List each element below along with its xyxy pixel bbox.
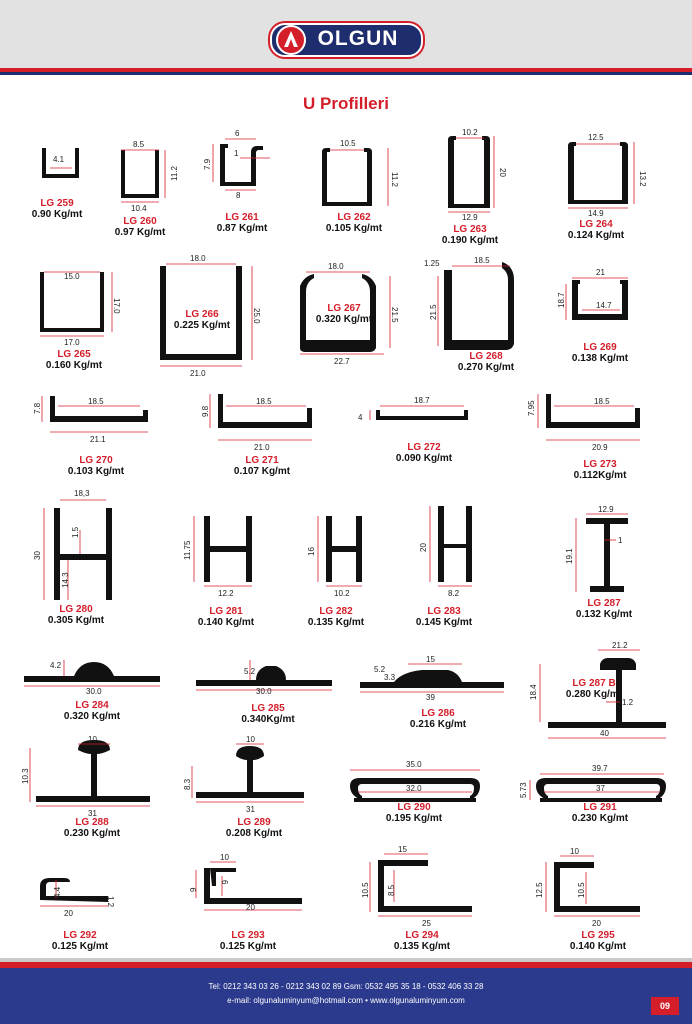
dimension-label: 14.7: [596, 301, 612, 310]
profile-lg268: [424, 256, 514, 350]
label-lg282: LG 282 0.135 Kg/mt: [307, 606, 365, 628]
profile-shape: [444, 262, 514, 350]
dimension-label: 14.3: [61, 572, 70, 588]
profile-lg293: [189, 853, 302, 912]
dimension-label: 7.8: [33, 402, 42, 414]
dim-text: 4.1: [53, 155, 65, 164]
label-lg280: LG 280 0.305 Kg/mt: [47, 604, 105, 626]
dimension-label: 18.7: [557, 292, 566, 308]
profile-lg272: [358, 396, 468, 422]
dimension-label: 21: [596, 268, 605, 277]
label-lg271: LG 271 0.107 Kg/mt: [233, 455, 291, 477]
dimension-label: 10.3: [21, 768, 30, 784]
dimension-label: 10.4: [131, 204, 147, 213]
dimension-label: 39: [426, 693, 435, 702]
dimension-label: 39.7: [592, 764, 608, 773]
dimension-label: 1: [234, 149, 239, 158]
dimension-label: 37: [596, 784, 605, 793]
dimension-label: 10.2: [462, 128, 478, 137]
label-lg263: LG 263 0.190 Kg/mt: [441, 224, 499, 246]
profile-lg263: [448, 128, 507, 222]
dimension-label: 31: [88, 809, 97, 818]
profile-lg295: [535, 847, 640, 928]
dimension-label: 35.0: [406, 760, 422, 769]
dimension-label: 22.7: [334, 357, 350, 366]
profile-shape: [568, 142, 628, 204]
label-lg268: LG 268 0.270 Kg/mt: [457, 351, 515, 373]
dimension-label: 1.2: [106, 896, 115, 908]
label-lg290: LG 290 0.195 Kg/mt: [385, 802, 443, 824]
profile-lg290: [350, 760, 480, 802]
dimension-label: 21.0: [190, 369, 206, 378]
dimension-label: 32.0: [406, 784, 422, 793]
dimension-label: 10: [246, 735, 255, 744]
dimension-label: 8: [236, 191, 241, 200]
dimension-label: 10: [220, 853, 229, 862]
dimension-label: 7.9: [203, 158, 212, 170]
profile-shape: [572, 280, 628, 320]
dimension-label: 30.0: [86, 687, 102, 696]
profile-lg282: [307, 516, 362, 598]
profile-shape: [220, 144, 228, 148]
page-title: U Profilleri: [303, 94, 389, 113]
label-lg272: LG 272 0.090 Kg/mt: [395, 442, 453, 464]
dimension-label: 8.5: [387, 884, 396, 896]
dimension-label: 18.5: [594, 397, 610, 406]
profile-shape: [376, 410, 468, 420]
profile-lg270: [33, 396, 148, 444]
profile-shape: [40, 272, 104, 332]
footer-contact: e-mail: olgunaluminyum@hotmail.com • www.olgunaluminyum.com: [227, 996, 465, 1005]
dimension-label: 12.5: [535, 882, 544, 898]
dimension-label: 15: [426, 655, 435, 664]
dimension-label: 5.73: [519, 782, 528, 798]
label-lg294: LG 294 0.135 Kg/mt: [393, 930, 451, 952]
profile-shape: [448, 136, 490, 208]
label-lg291: LG 291 0.230 Kg/mt: [571, 802, 629, 824]
dimension-label: 17.0: [64, 338, 80, 347]
label-lg288: LG 288 0.230 Kg/mt: [63, 817, 121, 839]
dimension-label: 31: [246, 805, 255, 814]
dimension-label: 20: [498, 168, 507, 177]
profile-lg271: [201, 394, 312, 452]
dimension-label: 10.5: [340, 139, 356, 148]
dimension-label: 4.4: [53, 886, 62, 898]
brand-name: OLGUN: [317, 27, 399, 50]
label-lg293: LG 293 0.125 Kg/mt: [219, 930, 277, 952]
dimension-label: 6: [235, 129, 240, 138]
label-lg281: LG 281 0.140 Kg/mt: [197, 606, 255, 628]
profile-lg261: [203, 129, 270, 200]
profile-lg269: [557, 268, 628, 320]
dimension-label: 18,3: [74, 489, 90, 498]
profile-shape: [40, 878, 108, 902]
profile-shape: [586, 518, 628, 592]
dimension-label: 20.9: [592, 443, 608, 452]
dimension-label: 20: [246, 903, 255, 912]
profile-shape: [554, 862, 640, 912]
label-lg286: LG 286 0.216 Kg/mt: [409, 708, 467, 730]
dimension-label: 30: [33, 551, 42, 560]
profile-lg262: [322, 139, 399, 206]
label-lg273: LG 273 0.112Kg/mt: [573, 459, 627, 481]
profile-lg291: [519, 764, 666, 802]
profile-shape: [220, 144, 263, 186]
profile-shape: [322, 148, 372, 206]
dimension-label: 16: [307, 547, 316, 556]
label-lg287: LG 287 0.132 Kg/mt: [575, 598, 633, 620]
dimension-label: 7.95: [527, 400, 536, 416]
dimension-label: 25.0: [252, 308, 261, 324]
dimension-label: 30.0: [256, 687, 272, 696]
dimension-label: 18.5: [474, 256, 490, 265]
dimension-label: 20: [592, 919, 601, 928]
dimension-label: 20: [64, 909, 73, 918]
dimension-label: 10.5: [361, 882, 370, 898]
profile-lg284: [24, 660, 160, 696]
label-lg269: LG 269 0.138 Kg/mt: [571, 342, 629, 364]
dimension-label: 12.9: [462, 213, 478, 222]
profile-lg280: [33, 489, 112, 600]
dimension-label: 21.2: [612, 641, 628, 650]
profile-shape: [438, 506, 472, 582]
profile-lg286: [360, 655, 504, 702]
dimension-label: 8.5: [133, 140, 145, 149]
profile-lg283: [419, 506, 472, 598]
dimension-label: 21.0: [254, 443, 270, 452]
dimension-label: 17.0: [112, 298, 121, 314]
profile-lg259: [42, 148, 79, 178]
label-lg262: LG 262 0.105 Kg/mt: [325, 212, 383, 234]
profile-shape: [204, 868, 302, 904]
dimension-label: 8.2: [448, 589, 460, 598]
dimension-label: 18.0: [190, 254, 206, 263]
dimension-label: 18.7: [414, 396, 430, 405]
dimension-label: 18.5: [256, 397, 272, 406]
profile-shape: [326, 516, 362, 582]
dimension-label: 10: [88, 735, 97, 744]
dimension-label: 9.8: [201, 405, 210, 417]
dimension-label: 11.2: [390, 172, 399, 187]
profile-shape: [546, 394, 640, 428]
profile-lg287: [565, 505, 628, 592]
dimension-label: 8.3: [183, 778, 192, 790]
dimension-label: 1.25: [424, 259, 440, 268]
profile-shape: [36, 740, 150, 802]
profile-lg289: [183, 735, 304, 814]
profile-lg273: [527, 394, 640, 452]
profile-lg294: [361, 845, 472, 928]
dimension-label: 18.4: [529, 684, 538, 700]
label-lg285: LG 285 0.340Kg/mt: [241, 703, 295, 725]
dimension-label: 21.5: [390, 307, 399, 323]
dimension-label: 12.9: [598, 505, 614, 514]
label-lg270: LG 270 0.103 Kg/mt: [67, 455, 125, 477]
footer-phones: Tel: 0212 343 03 26 - 0212 343 02 89 Gsm: 0532 495 35 18 - 0532 406 33 28: [208, 982, 484, 991]
label-lg267: LG 267 0.320 Kg/mt: [315, 303, 373, 325]
dimension-label: 21.5: [429, 304, 438, 320]
dimension-label: 12.2: [218, 589, 234, 598]
profile-shape: [24, 662, 160, 682]
profile-lg281: [183, 516, 252, 598]
label-lg260: LG 260 0.97 Kg/mt: [114, 216, 166, 238]
label-lg287b: LG 287 B 0.280 Kg/mt: [565, 678, 623, 700]
dimension-label: 15.0: [64, 272, 80, 281]
profile-shape: [121, 150, 159, 198]
dimension-label: 10.2: [334, 589, 350, 598]
dimension-label: 1.2: [622, 698, 634, 707]
profile-lg285: [196, 660, 332, 696]
label-lg264: LG 264 0.124 Kg/mt: [567, 219, 625, 241]
profile-lg292: [40, 878, 115, 918]
dimension-label: 1: [618, 536, 623, 545]
label-lg292: LG 292 0.125 Kg/mt: [51, 930, 109, 952]
profile-shape: [196, 746, 304, 798]
dimension-label: 10.5: [577, 882, 586, 898]
dimension-label: 20: [419, 543, 428, 552]
dimension-label: 40: [600, 729, 609, 738]
page-number: 09: [651, 997, 679, 1015]
dimension-label: 18.0: [328, 262, 344, 271]
dimension-label: 9: [189, 887, 198, 892]
dimension-label: 21.1: [90, 435, 106, 444]
profile-lg264: [568, 133, 647, 218]
label-lg283: LG 283 0.145 Kg/mt: [415, 606, 473, 628]
label-lg261: LG 261 0.87 Kg/mt: [216, 212, 268, 234]
dimension-label: 1.5: [71, 526, 80, 538]
dimension-label: 12.5: [588, 133, 604, 142]
label-lg259: LG 259 0.90 Kg/mt: [31, 198, 83, 220]
profile-shape: [196, 666, 332, 686]
dimension-label: 14.9: [588, 209, 604, 218]
profile-lg288: [21, 735, 150, 818]
dimension-label: 3.3: [384, 673, 396, 682]
dimension-label: 5.2: [244, 667, 256, 676]
dimension-label: 18.5: [88, 397, 104, 406]
label-lg284: LG 284 0.320 Kg/mt: [63, 700, 121, 722]
dimension-label: 4.2: [50, 661, 62, 670]
dimension-label: 5.2: [374, 665, 386, 674]
profile-shape: [204, 516, 252, 582]
profile-lg260: [121, 140, 179, 213]
dimension-label: 15: [398, 845, 407, 854]
dimension-label: 6: [220, 880, 229, 885]
dimension-label: 4: [358, 413, 363, 422]
dimension-label: 11.2: [170, 166, 179, 181]
dimension-label: 11.75: [183, 540, 192, 560]
profile-lg265: [40, 272, 121, 347]
label-lg266: LG 266 0.225 Kg/mt: [173, 309, 231, 331]
dimension-label: 13.2: [638, 171, 647, 187]
label-lg265: LG 265 0.160 Kg/mt: [45, 349, 103, 371]
label-lg295: LG 295 0.140 Kg/mt: [569, 930, 627, 952]
dimension-label: 25: [422, 919, 431, 928]
dimension-label: 19.1: [565, 548, 574, 564]
label-lg289: LG 289 0.208 Kg/mt: [225, 817, 283, 839]
dimension-label: 10: [570, 847, 579, 856]
